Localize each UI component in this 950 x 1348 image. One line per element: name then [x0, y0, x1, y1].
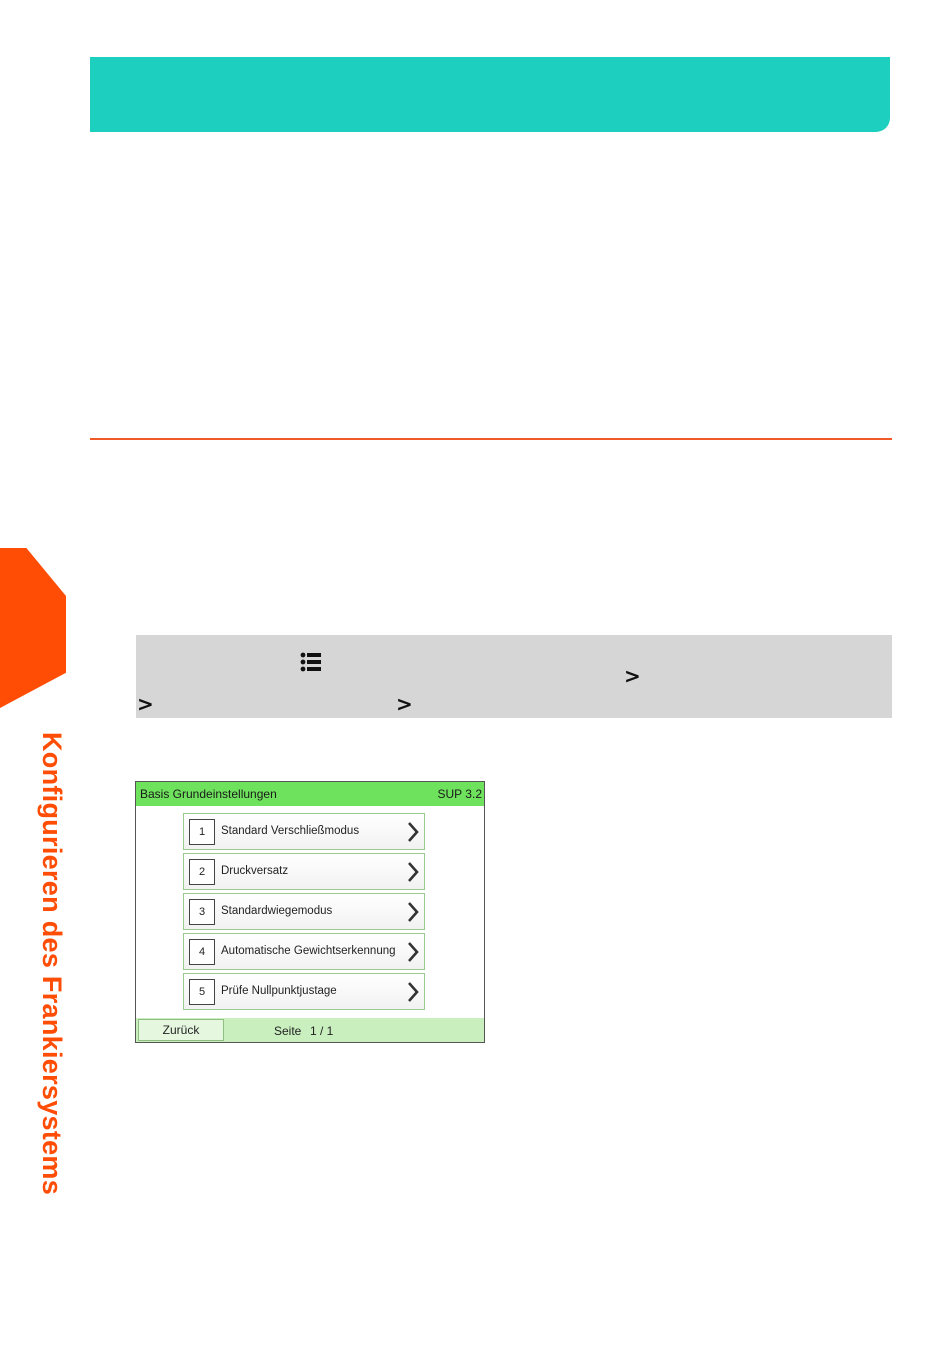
device-screen-code: SUP 3.2 [437, 787, 482, 801]
chapter-tab [0, 548, 66, 708]
item-number: 5 [189, 979, 215, 1005]
page-label: Seite [274, 1024, 302, 1038]
menu-item-3[interactable] [183, 893, 425, 930]
item-label: Standard Verschließmodus [221, 825, 360, 837]
item-label: Standardwiegemodus [221, 905, 333, 917]
device-header [136, 782, 484, 806]
item-number: 2 [189, 859, 215, 885]
chevron-right-icon [406, 860, 420, 884]
item-number: 3 [189, 899, 215, 925]
chevron-right-icon [406, 940, 420, 964]
chevron-right-icon [406, 980, 420, 1004]
chapter-title: Konfigurieren des Frankiersystems [37, 732, 67, 1196]
device-screenshot [135, 781, 485, 1043]
menu-item-5[interactable] [183, 973, 425, 1010]
menu-item-2[interactable] [183, 853, 425, 890]
item-number: 1 [189, 819, 215, 845]
list-menu-icon [300, 652, 322, 672]
path-separator: > [396, 692, 413, 716]
navigation-path-box [136, 635, 892, 718]
device-screen-title: Basis Grundeinstellungen [140, 787, 277, 801]
item-number: 4 [189, 939, 215, 965]
chevron-right-icon [406, 900, 420, 924]
back-button[interactable]: Zurück [138, 1019, 224, 1041]
page-number: 1 / 1 [310, 1024, 334, 1038]
chevron-right-icon [406, 820, 420, 844]
item-label: Prüfe Nullpunktjustage [221, 985, 337, 997]
section-divider [90, 438, 892, 440]
path-separator: > [624, 664, 641, 688]
header-banner [90, 57, 890, 132]
menu-item-4[interactable] [183, 933, 425, 970]
path-separator: > [137, 692, 154, 716]
menu-item-1[interactable] [183, 813, 425, 850]
item-label: Druckversatz [221, 865, 289, 877]
device-footer [136, 1018, 484, 1042]
item-label: Automatische Gewichtserkennung [221, 945, 396, 957]
